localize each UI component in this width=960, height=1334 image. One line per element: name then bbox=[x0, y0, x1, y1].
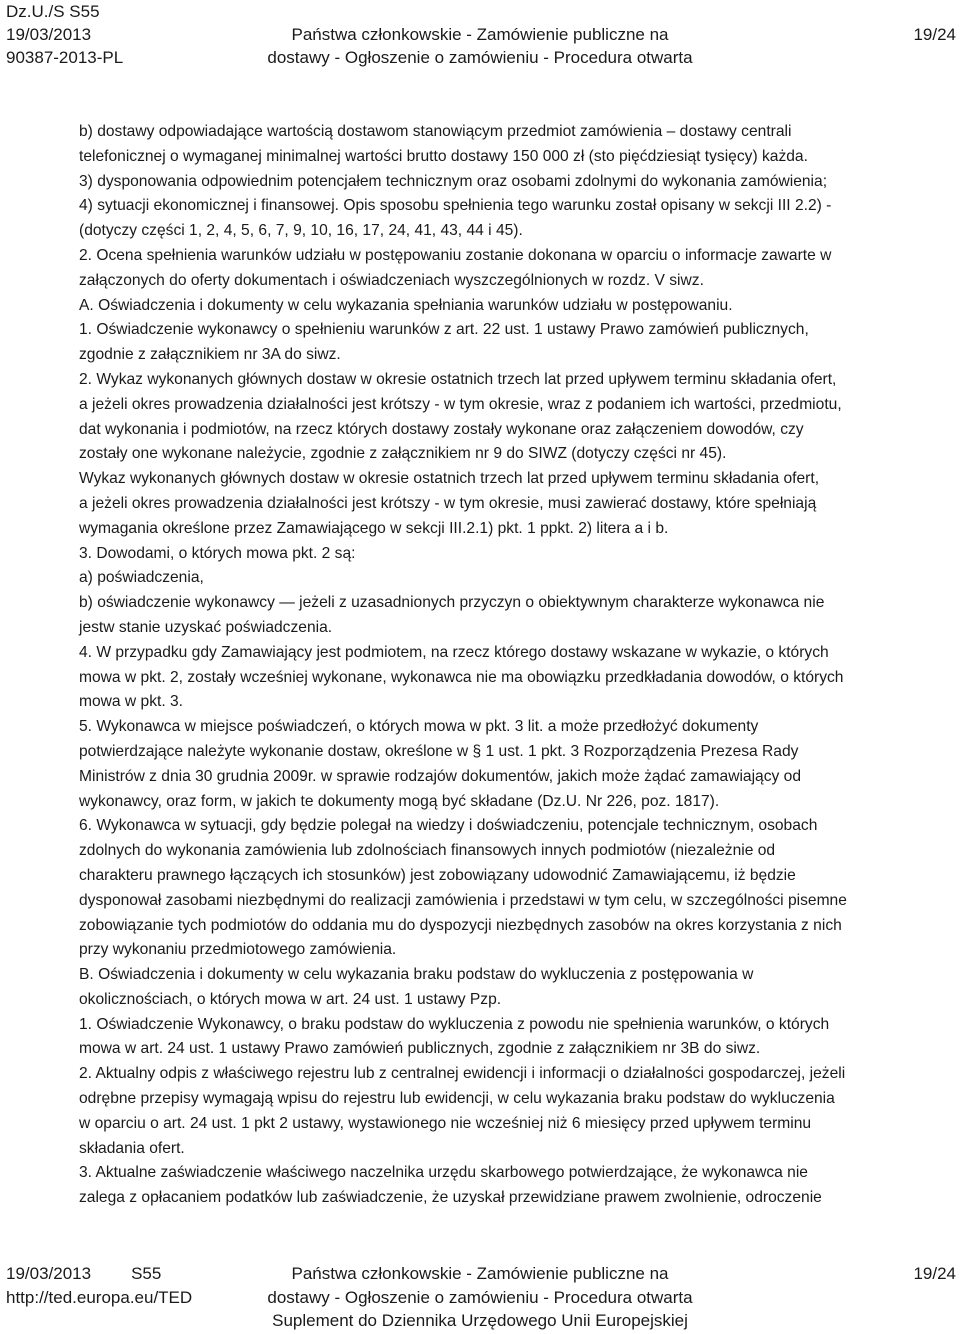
body-line: b) oświadczenie wykonawcy — jeżeli z uzasadnionych przyczyn o obiektywnym charakterze wykonawca nie bbox=[79, 594, 825, 612]
body-line: 2. Ocena spełnienia warunków udziału w postępowaniu zostanie dokonana w oparciu o informacje zawarte w bbox=[79, 246, 832, 264]
body-line: wymagania określone przez Zamawiającego w sekcji III.2.1) pkt. 1 ppkt. 2) litera a i b. bbox=[79, 519, 669, 537]
body-line: okolicznościach, o których mowa w art. 24 ust. 1 ustawy Pzp. bbox=[79, 990, 502, 1008]
header-page-number: 19/24 bbox=[913, 25, 956, 44]
body-line: jestw stanie uzyskać poświadczenia. bbox=[79, 618, 333, 636]
body-line: składania ofert. bbox=[79, 1139, 185, 1157]
body-line: mowa w pkt. 3. bbox=[79, 693, 183, 711]
body-line: charakteru prawnego łączących ich stosunków) jest zobowiązany udowodnić Zamawiającemu, iż będzie bbox=[79, 866, 796, 884]
body-line: 3. Dowodami, o których mowa pkt. 2 są: bbox=[79, 544, 356, 562]
body-line: A. Oświadczenia i dokumenty w celu wykazania spełniania warunków udziału w postępowaniu. bbox=[79, 296, 733, 314]
body-line: 3) dysponowania odpowiednim potencjałem technicznym oraz osobami zdolnymi do wykonania zamówienia; bbox=[79, 172, 828, 190]
header-date: 19/03/2013 bbox=[6, 25, 92, 44]
body-line: a jeżeli okres prowadzenia działalności jest krótszy - w tym okresie, wraz z podaniem ich wartości, przedmiotu, bbox=[79, 395, 842, 413]
document-body bbox=[79, 120, 951, 1211]
notice-number: 90387-2013-PL bbox=[6, 48, 124, 67]
body-line: zostały one wykonane należycie, zgodnie z załącznikiem nr 9 do SIWZ (dotyczy części nr 45). bbox=[79, 445, 727, 463]
body-line: telefonicznej o wymaganej minimalnej wartości brutto dostawy 150 000 zł (sto pięćdziesiąt tysięcy) każda. bbox=[79, 147, 808, 165]
ted-link[interactable]: http://ted.europa.eu/TED bbox=[6, 1287, 193, 1307]
body-line: B. Oświadczenia i dokumenty w celu wykazania braku podstaw do wykluczenia z postępowania w bbox=[79, 966, 754, 984]
body-line: b) dostawy odpowiadające wartością dostawom stanowiącym przedmiot zamówienia – dostawy centrali bbox=[79, 123, 792, 140]
header-title bbox=[0, 23, 960, 69]
body-line: 4) sytuacji ekonomicznej i finansowej. Opis sposobu spełnienia tego warunku został opisany w sekcji III 2.2) - bbox=[79, 197, 832, 215]
body-line: zgodnie z załącznikiem nr 3A do siwz. bbox=[79, 346, 341, 364]
body-line: 1. Oświadczenie Wykonawcy, o braku podstaw do wykluczenia z powodu nie spełnienia warunków, o których bbox=[79, 1015, 830, 1033]
body-line: mowa w pkt. 2, zostały wcześniej wykonane, wykonawca nie ma obowiązku przedkładania dowodów, o których bbox=[79, 668, 844, 686]
body-line: Ministrów z dnia 30 grudnia 2009r. w sprawie rodzajów dokumentów, jakich może żądać zamawiający od bbox=[79, 767, 802, 785]
body-line: mowa w art. 24 ust. 1 ustawy Prawo zamówień publicznych, zgodnie z załącznikiem nr 3B do siwz. bbox=[79, 1040, 761, 1058]
body-line: 3. Aktualne zaświadczenie właściwego naczelnika urzędu skarbowego potwierdzające, że wykonawca nie bbox=[79, 1164, 808, 1182]
footer-title-line-3: Suplement do Dziennika Urzędowego Unii Europejskiej bbox=[272, 1311, 688, 1330]
footer-date: 19/03/2013 bbox=[6, 1264, 92, 1283]
body-line: 5. Wykonawca w miejsce poświadczeń, o których mowa w pkt. 3 lit. a może przedłożyć dokumenty bbox=[79, 718, 759, 736]
body-line: Wykaz wykonanych głównych dostaw w okresie ostatnich trzech lat przed upływem terminu składania ofert, bbox=[79, 470, 820, 488]
footer-title bbox=[0, 1262, 960, 1333]
body-line: odrębne przepisy wymagają wpisu do rejestru lub ewidencji, w celu wykazania braku podstaw do wykluczenia bbox=[79, 1090, 835, 1108]
body-line: dat wykonania i podmiotów, na rzecz których dostawy zostały wykonane oraz załączeniem dowodów, czy bbox=[79, 420, 804, 438]
footer-page-number: 19/24 bbox=[913, 1264, 956, 1283]
header-title-line-1: Państwa członkowskie - Zamówienie publiczne na bbox=[291, 25, 669, 44]
page-footer bbox=[0, 1262, 960, 1334]
footer-issue: S55 bbox=[131, 1264, 162, 1283]
page-header bbox=[0, 0, 960, 72]
body-line: 2. Aktualny odpis z właściwego rejestru lub z centralnej ewidencji i informacji o działalności gospodarczej, jeżeli bbox=[79, 1065, 846, 1083]
body-line: 4. W przypadku gdy Zamawiający jest podmiotem, na rzecz którego dostawy wskazane w wykazie, o których bbox=[79, 643, 829, 661]
footer-title-line-1: Państwa członkowskie - Zamówienie publiczne na bbox=[291, 1264, 669, 1283]
body-line: zdolnych do wykonania zamówienia lub zdolnościach finansowych innych podmiotów (niezależnie od bbox=[79, 842, 776, 860]
body-line: potwierdzające należyte wykonanie dostaw, określone w § 1 ust. 1 pkt. 3 Rozporządzenia Prezesa Rady bbox=[79, 742, 799, 760]
header-title-line-2: dostawy - Ogłoszenie o zamówieniu - Procedura otwarta bbox=[267, 48, 693, 67]
body-line: zalega z opłacaniem podatków lub zaświadczenie, że uzyskał przewidziane prawem zwolnienie, odroczenie bbox=[79, 1189, 822, 1207]
footer-title-line-2: dostawy - Ogłoszenie o zamówieniu - Procedura otwarta bbox=[267, 1287, 693, 1307]
body-line: w oparciu o art. 24 ust. 1 pkt 2 ustawy, wystawionego nie wcześniej niż 6 miesięcy przed upływem terminu bbox=[79, 1114, 812, 1132]
body-line: załączonych do oferty dokumentach i oświadczeniach wyszczególnionych w rozdz. V siwz. bbox=[79, 271, 704, 289]
body-line: wykonawcy, oraz form, w jakich te dokumenty mogą być składane (Dz.U. Nr 226, poz. 1817). bbox=[79, 792, 720, 810]
body-line: a) poświadczenia, bbox=[79, 569, 204, 587]
body-line: dysponował zasobami niezbędnymi do realizacji zamówienia i przedstawi w tym celu, w szczególności pisemne bbox=[79, 891, 847, 909]
body-line: 6. Wykonawca w sytuacji, gdy będzie polegał na wiedzy i doświadczeniu, potencjale technicznym, osobach bbox=[79, 817, 818, 835]
body-line: (dotyczy części 1, 2, 4, 5, 6, 7, 9, 10, 16, 17, 24, 41, 43, 44 i 45). bbox=[79, 222, 523, 240]
journal-ref: Dz.U./S S55 bbox=[6, 2, 100, 21]
body-line: 1. Oświadczenie wykonawcy o spełnieniu warunków z art. 22 ust. 1 ustawy Prawo zamówień publicznych, bbox=[79, 321, 809, 339]
body-line: zobowiązanie tych podmiotów do oddania mu do dyspozycji niezbędnych zasobów na okres korzystania z nich bbox=[79, 916, 842, 934]
body-line: przy wykonaniu przedmiotowego zamówienia. bbox=[79, 941, 397, 959]
body-line: a jeżeli okres prowadzenia działalności jest krótszy - w tym okresie, musi zawierać dostawy, które spełniają bbox=[79, 494, 817, 512]
body-line: 2. Wykaz wykonanych głównych dostaw w okresie ostatnich trzech lat przed upływem terminu składania ofert, bbox=[79, 370, 837, 388]
